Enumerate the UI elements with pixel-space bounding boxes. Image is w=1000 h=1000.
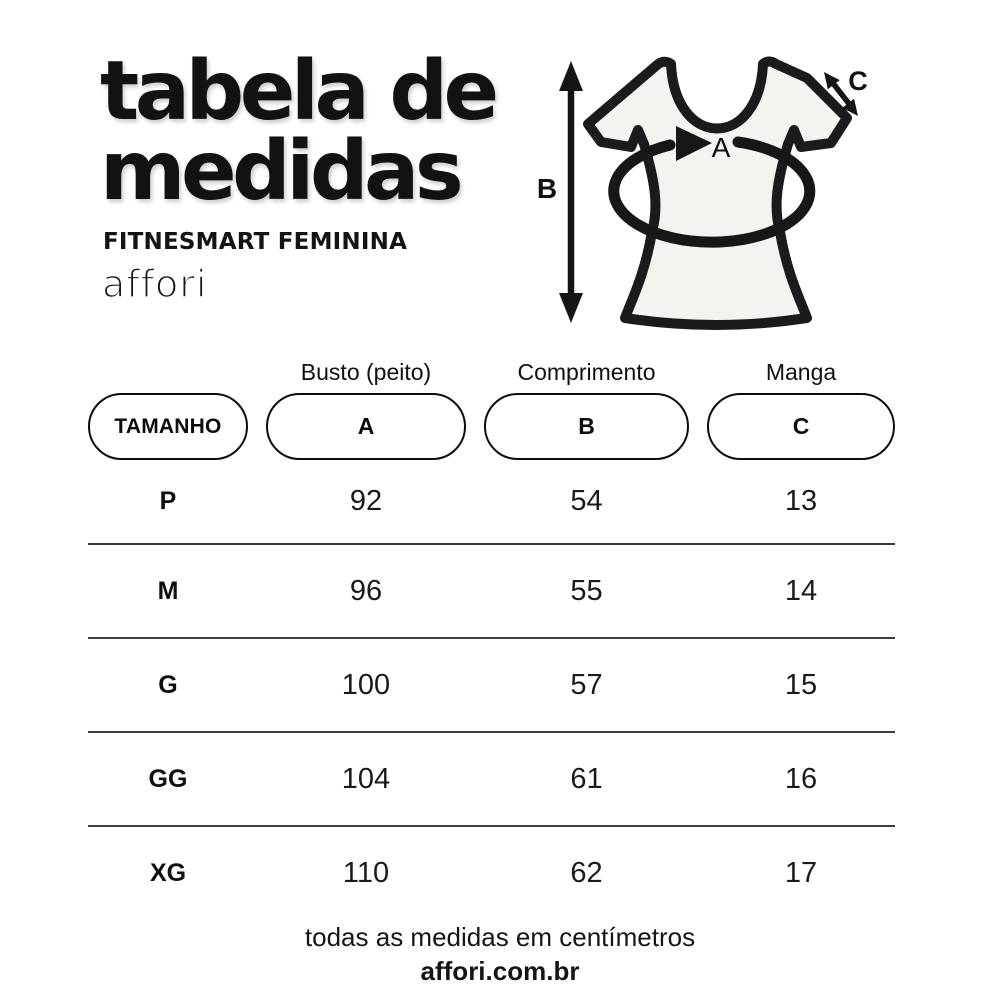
size-cell: G (158, 670, 178, 699)
table-row-g (88, 637, 895, 731)
size-table (88, 356, 895, 919)
sleeve-value: 14 (784, 574, 818, 607)
measure-label-length: Comprimento (517, 359, 656, 385)
page-title-line2: medidas (100, 124, 460, 219)
size-cell: P (159, 487, 177, 515)
table-row-m (88, 543, 895, 637)
size-cell: GG (148, 764, 188, 793)
table-row-xg (88, 825, 895, 919)
table-row-p (88, 460, 895, 543)
measure-label-sleeve: Manga (765, 359, 837, 385)
footer (0, 920, 1000, 988)
website-url: affori.com.br (420, 956, 580, 986)
length-value: 55 (570, 574, 603, 607)
page-title (100, 44, 495, 219)
header-pill-b: B (484, 393, 689, 460)
sleeve-value: 16 (784, 762, 818, 795)
bust-value: 104 (341, 762, 391, 795)
size-cell: XG (149, 858, 187, 887)
length-value: 54 (570, 485, 603, 517)
size-cell: M (157, 576, 179, 605)
sleeve-value: 15 (784, 668, 818, 701)
length-value: 57 (570, 668, 603, 701)
units-note: todas as medidas em centímetros (304, 922, 696, 952)
column-header-row (88, 393, 895, 460)
bust-value: 100 (341, 668, 391, 701)
arrowhead-up-icon (559, 61, 583, 91)
tshirt-diagram-svg (530, 30, 930, 350)
bust-value: 110 (342, 856, 390, 889)
diagram-label-c: C (848, 66, 868, 96)
header-pill-c: C (707, 393, 895, 460)
arrowhead-down-icon (559, 293, 583, 323)
measure-labels-row (88, 356, 895, 393)
table-row-gg (88, 731, 895, 825)
sleeve-value: 17 (784, 856, 818, 889)
page-title-line1: tabela de (100, 44, 495, 139)
tshirt-measurement-diagram (530, 30, 930, 350)
diagram-label-b: B (536, 173, 558, 204)
bust-value: 96 (349, 574, 383, 607)
header-pill-tamanho: TAMANHO (88, 393, 248, 460)
length-value: 61 (570, 762, 603, 795)
diagram-label-a: A (711, 132, 731, 163)
product-subtitle: FITNESMART FEMININA (103, 229, 408, 255)
length-value: 62 (570, 856, 603, 889)
measure-label-bust: Busto (peito) (300, 359, 432, 385)
header-pill-a: A (266, 393, 466, 460)
length-arrow-b (559, 61, 583, 323)
sleeve-value: 13 (784, 485, 818, 517)
measure-label-spacer (88, 356, 248, 393)
brand-logo: affori (102, 262, 208, 306)
bust-value: 92 (349, 485, 383, 517)
